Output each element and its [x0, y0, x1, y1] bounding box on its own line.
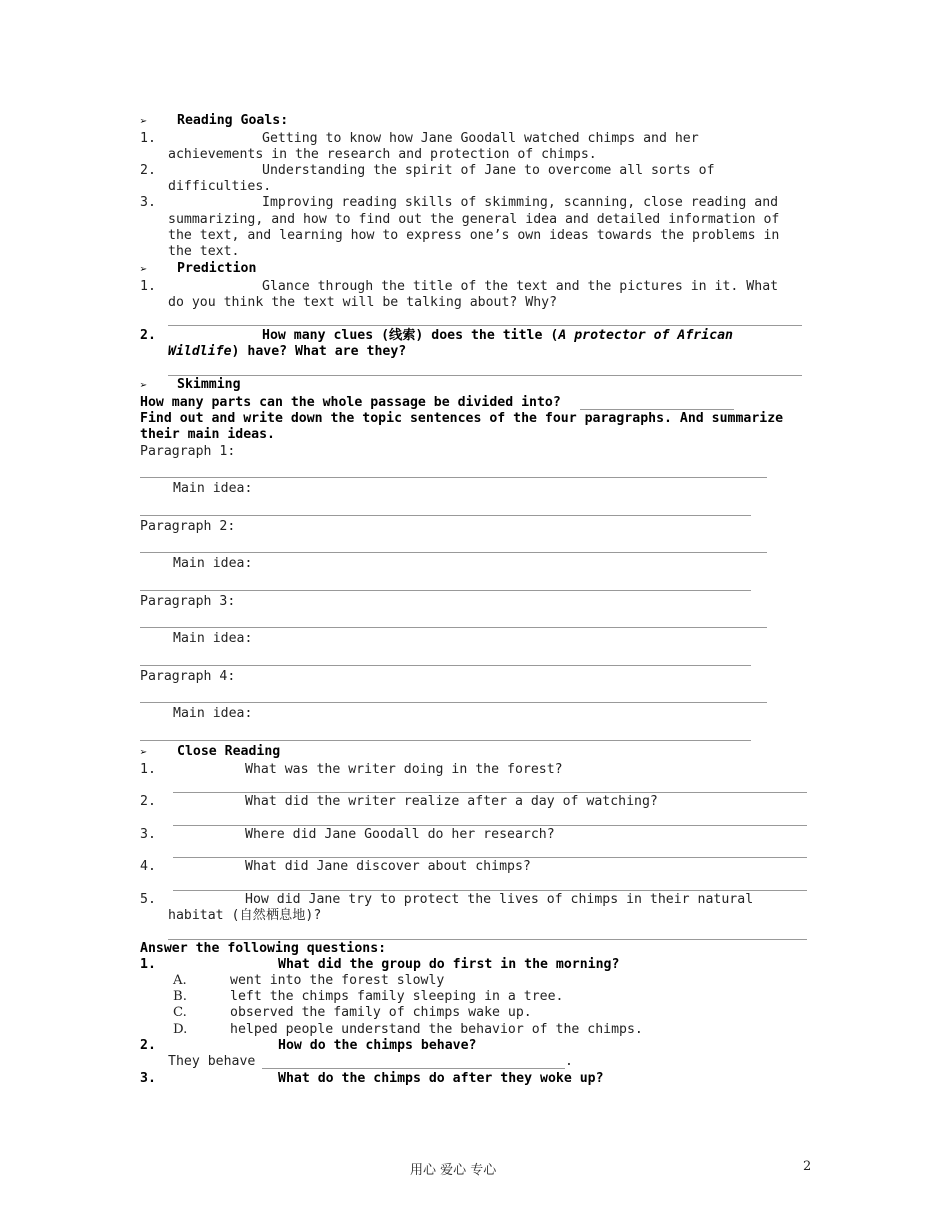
arrow-bullet-icon: ➢ — [140, 262, 148, 276]
answer-line[interactable] — [173, 857, 807, 858]
prediction-heading: Prediction — [177, 261, 257, 276]
question-text: Wildlife) have? What are they? — [168, 344, 407, 359]
paragraph-label: Paragraph 2: — [140, 519, 236, 534]
question-number: 5. — [140, 892, 156, 907]
page-number: 2 — [803, 1159, 812, 1174]
answer-line[interactable] — [173, 890, 807, 891]
question-number: 1. — [140, 762, 156, 777]
question-text: How many parts can the whole passage be divided into? — [140, 395, 561, 410]
goal-text: the text. — [168, 244, 240, 259]
arrow-bullet-icon: ➢ — [140, 114, 148, 128]
question-number: 2. — [140, 794, 156, 809]
question-text: Find out and write down the topic sentences of the four paragraphs. And summarize — [140, 411, 784, 426]
answer-line[interactable] — [140, 477, 767, 478]
answer-line[interactable] — [140, 627, 767, 628]
question-number: 3. — [140, 1071, 156, 1086]
answer-heading: Answer the following questions: — [140, 941, 387, 956]
goal-text: Understanding the spirit of Jane to overcome all sorts of — [262, 163, 715, 178]
answer-line[interactable] — [140, 665, 751, 666]
question-text: their main ideas. — [140, 427, 275, 442]
answer-prefix: They behave — [168, 1054, 256, 1069]
answer-blank[interactable] — [262, 1068, 565, 1069]
question-text: do you think the text will be talking about? Why? — [168, 295, 558, 310]
question-text: habitat (自然栖息地)? — [168, 908, 322, 923]
goal-text: summarizing, and how to find out the general idea and detailed information of — [168, 212, 780, 227]
option-text: helped people understand the behavior of the chimps. — [230, 1022, 643, 1037]
goal-number: 3. — [140, 195, 156, 210]
main-idea-label: Main idea: — [173, 556, 253, 571]
question-text: How do the chimps behave? — [278, 1038, 477, 1053]
main-idea-label: Main idea: — [173, 481, 253, 496]
question-number: 2. — [140, 1038, 156, 1053]
question-text: What do the chimps do after they woke up? — [278, 1071, 604, 1086]
option-letter[interactable]: A. — [173, 973, 187, 988]
answer-line[interactable] — [168, 375, 802, 376]
goal-text: Getting to know how Jane Goodall watched chimps and her — [262, 131, 699, 146]
footer-motto: 用心 爱心 专心 — [410, 1163, 497, 1178]
goal-text: achievements in the research and protection of chimps. — [168, 147, 597, 162]
question-text: Where did Jane Goodall do her research? — [245, 827, 555, 842]
option-letter[interactable]: C. — [173, 1005, 187, 1020]
arrow-bullet-icon: ➢ — [140, 745, 148, 759]
option-letter[interactable]: D. — [173, 1022, 188, 1037]
paragraph-label: Paragraph 4: — [140, 669, 236, 684]
arrow-bullet-icon: ➢ — [140, 378, 148, 392]
question-text: What did the group do first in the morning? — [278, 957, 620, 972]
option-letter[interactable]: B. — [173, 989, 187, 1004]
question-text: Glance through the title of the text and the pictures in it. What — [262, 279, 779, 294]
answer-blank[interactable] — [580, 409, 734, 410]
answer-line[interactable] — [140, 702, 767, 703]
paragraph-label: Paragraph 1: — [140, 444, 236, 459]
answer-line[interactable] — [168, 939, 807, 940]
question-text: What was the writer doing in the forest? — [245, 762, 563, 777]
answer-line[interactable] — [140, 552, 767, 553]
goal-text: Improving reading skills of skimming, scanning, close reading and — [262, 195, 779, 210]
main-idea-label: Main idea: — [173, 631, 253, 646]
question-text: What did Jane discover about chimps? — [245, 859, 531, 874]
goal-number: 2. — [140, 163, 156, 178]
answer-line[interactable] — [140, 515, 751, 516]
question-text: What did the writer realize after a day of watching? — [245, 794, 658, 809]
question-number: 4. — [140, 859, 156, 874]
option-text: left the chimps family sleeping in a tree. — [230, 989, 564, 1004]
main-idea-label: Main idea: — [173, 706, 253, 721]
question-text: How many clues (线索) does the title (A protector of African — [262, 328, 733, 343]
answer-line[interactable] — [140, 740, 751, 741]
goal-text: difficulties. — [168, 179, 272, 194]
goal-number: 1. — [140, 131, 156, 146]
answer-line[interactable] — [173, 792, 807, 793]
question-number: 1. — [140, 279, 156, 294]
question-number: 2. — [140, 328, 156, 343]
answer-suffix: . — [565, 1054, 573, 1069]
reading-goals-heading: Reading Goals: — [177, 113, 289, 128]
answer-line[interactable] — [173, 825, 807, 826]
answer-line[interactable] — [140, 590, 751, 591]
paragraph-label: Paragraph 3: — [140, 594, 236, 609]
option-text: went into the forest slowly — [230, 973, 445, 988]
question-text: How did Jane try to protect the lives of chimps in their natural — [245, 892, 754, 907]
option-text: observed the family of chimps wake up. — [230, 1005, 532, 1020]
goal-text: the text, and learning how to express one’s own ideas towards the problems in — [168, 228, 780, 243]
question-number: 3. — [140, 827, 156, 842]
question-number: 1. — [140, 957, 156, 972]
skimming-heading: Skimming — [177, 377, 241, 392]
close-reading-heading: Close Reading — [177, 744, 281, 759]
answer-line[interactable] — [168, 325, 802, 326]
